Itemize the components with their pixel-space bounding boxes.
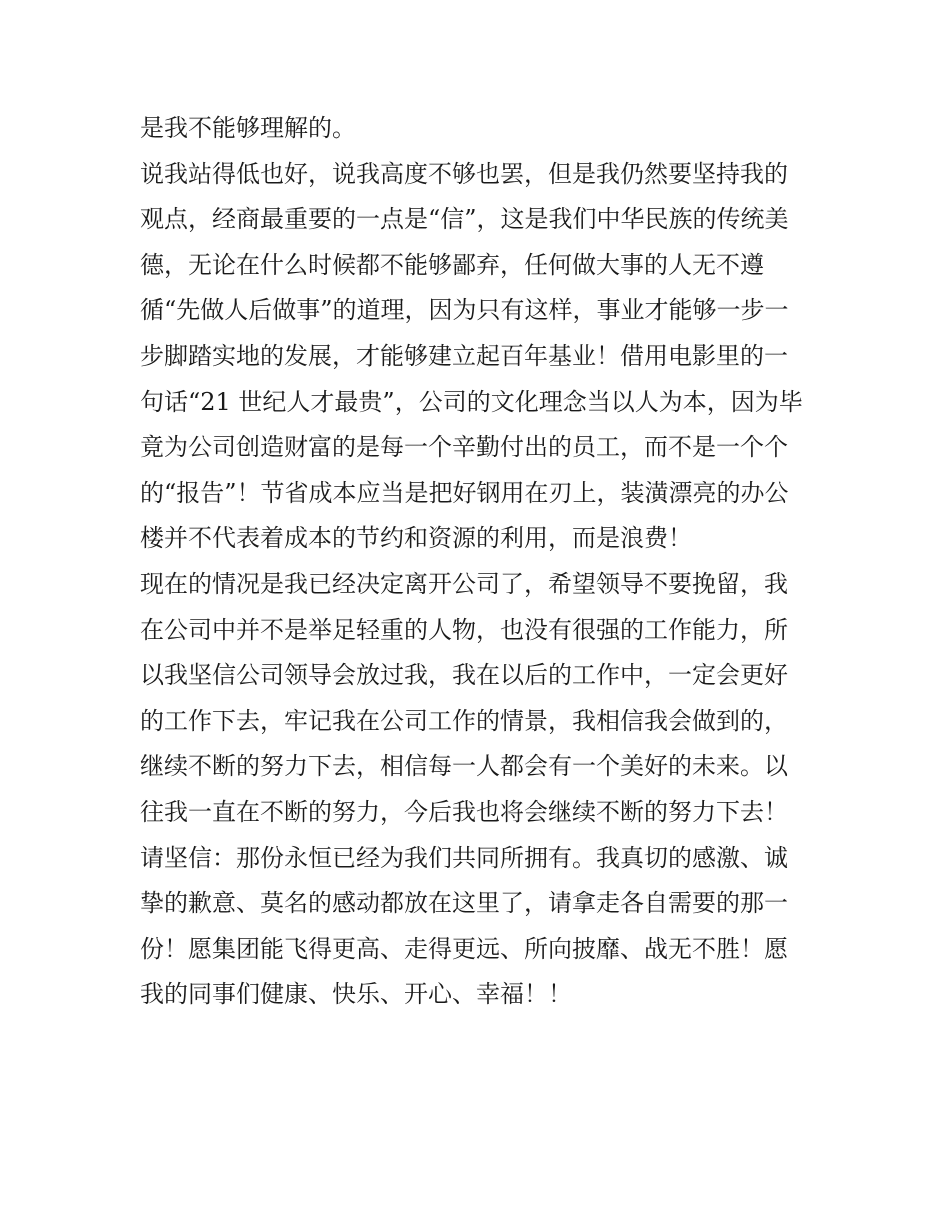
text-line-11: 现在的情况是我已经决定离开公司了，希望领导不要挽留，我 [140,569,788,598]
text-line-12: 在公司中并不是举足轻重的人物，也没有很强的工作能力，所 [140,615,788,644]
text-line-19: 份！愿集团能飞得更高、走得更远、所向披靡、战无不胜！愿 [140,934,788,963]
text-line-6: 步脚踏实地的发展，才能够建立起百年基业！借用电影里的一 [140,341,788,370]
text-line-8: 竟为公司创造财富的是每一个辛勤付出的员工，而不是一个个 [140,433,788,462]
text-line-5: 循“先做人后做事”的道理，因为只有这样，事业才能够一步一 [140,296,789,325]
text-line-9: 的“报告”！节省成本应当是把好钢用在刃上，装潢漂亮的办公 [140,478,789,507]
text-line-4: 德，无论在什么时候都不能够鄙弃，任何做大事的人无不遵 [140,250,764,279]
text-line-7: 句话“21 世纪人才最贵”，公司的文化理念当以人为本，因为毕 [140,387,803,416]
text-line-15: 继续不断的努力下去，相信每一人都会有一个美好的未来。以 [140,752,788,781]
text-line-2: 说我站得低也好，说我高度不够也罢，但是我仍然要坚持我的 [140,159,788,188]
text-line-3: 观点，经商最重要的一点是“信”，这是我们中华民族的传统美 [140,205,789,234]
text-line-16: 往我一直在不断的努力，今后我也将会继续不断的努力下去！ [140,797,788,826]
text-line-10: 楼并不代表着成本的节约和资源的利用，而是浪费！ [140,524,692,553]
text-line-1: 是我不能够理解的。 [140,114,356,142]
text-line-18: 挚的歉意、莫名的感动都放在这里了，请拿走各自需要的那一 [140,889,788,918]
document-body [140,106,820,1018]
text-line-14: 的工作下去，牢记我在公司工作的情景，我相信我会做到的， [140,706,788,735]
text-line-13: 以我坚信公司领导会放过我，我在以后的工作中，一定会更好 [140,661,788,690]
text-line-20: 我的同事们健康、快乐、开心、幸福！！ [140,980,572,1009]
text-line-17: 请坚信：那份永恒已经为我们共同所拥有。我真切的感激、诚 [140,843,788,872]
